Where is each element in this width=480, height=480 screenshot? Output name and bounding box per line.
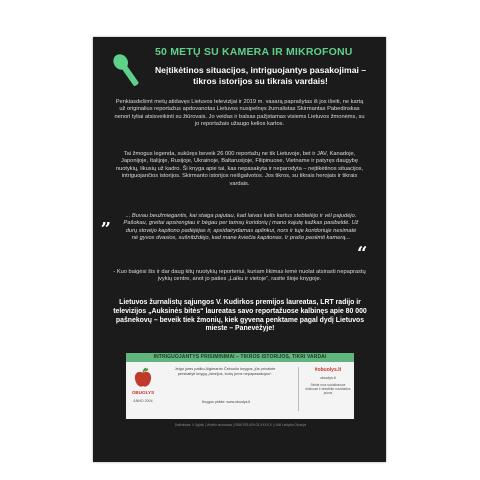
legend-paragraph: Tai žmogus legenda, sukūręs beveik 26 000 reportažų ne tik Lietuvoje, bet ir JAV, Kanadoje, Japonijoje, Italijoje, Rusijoje, Ukrainoje, Baltarusijoje, Filipinuose, Vietname ir patyręs daugybę nuotykių, likusių už kadro. Ši knyga apie tai, kas nepasakyta ir neparodyta – neįtikėtinos situacijos, intriguojančios istorijos. Skirmanto istorijos neišgalvotos. Jos tikros, su tikrais herojais ir tikrais vardais. — [115, 151, 364, 187]
recommendation-text: Jeigu jums patiko Algimanto Čekuolio knygos, jūs privalote perskaityti knygą „Istorijos, kurių jums nepapasakojau“. — [174, 366, 276, 376]
panel-divider — [298, 367, 299, 411]
panel-banner: INTRIGUOJANTYS PRISIMINIMAI – TIKROS ISTORIJOS, TIKRI VARDAI — [126, 353, 354, 362]
award-statement: Lietuvos žurnalistų sąjungos V. Kudirkos premijos laureatas, LRT radijo ir televizijos „Auksinės bitės“ laureatas savo reportažuose kalbinęs apie 80 000 pašnekovų – beveik tiek žmonių, kiek gyvena penktame pagal dydį Lietuvos mieste – Panevėžyje! — [113, 299, 367, 333]
publisher-panel — [126, 353, 354, 419]
apple-logo-icon — [132, 367, 154, 389]
intro-paragraph: Penkiasdešimt metų atidavęs Lietuvos televizijai ir 2019 m. vasarą paprašytas iš jos išeiti, ne kartą už originalius reportažus apdovanotas Lietuvos nusipelnęs žurnalistas Skirmantas Pabedinskas nenori tyliai atsisveikinti su žiūrovais. Jo veidas ir balsas pažįstamas visiems Lietuvos žmonėms, su jo reportažais užaugo kelios kartos. — [114, 99, 365, 128]
open-quote-mark: „ — [101, 209, 112, 230]
social-text: Sekite mus socialiniuose tinkluose ir laimėkite nuostabius prizus — [305, 383, 351, 395]
excerpt-quote: ... Buvau beužmiegantis, kai staiga pajutau, kad laivas kelis kartus stebtelėjo ir vėl pajudėjo. Pašokau, greitai apsirengiau ir bėgau per tamsų koridorių į mano kajutę kažkas pasibeldė. Už durų stovėjo kapitono padėjėjas ir, apsidairydamas aplinkui, nors ir tuje koridoriuje nesimatė nė gyvos dvasios, sušnibždėjo, kad mane kviečia kapitonas. Ir prašo pasiimti kamerą... — [123, 213, 359, 242]
social-column — [304, 367, 352, 395]
closing-paragraph: - Kuo baigėsi šis ir dar daug kitų nuotykių reporteriui, kuriam likimas lemė nuolat atsirasti nepaprastų įvykių centre, anot jo paties „Laiku ir vietoje“, rasite šioje knygoje. — [113, 269, 366, 283]
social-website[interactable]: obuolys.lt — [320, 376, 336, 380]
publisher-url[interactable]: Knygos pirkite: www.obuolys.lt — [201, 400, 251, 404]
microphone-icon — [109, 51, 145, 91]
cover-header — [155, 46, 355, 58]
book-title: 50 METŲ SU KAMERA IR MIKROFONU — [155, 46, 353, 58]
tagline: Neįtikėtinos situacijos, intriguojantys pasakojimai – tikros istorijos su tikrais vardais! — [154, 65, 367, 86]
close-quote-mark: “ — [357, 243, 368, 264]
social-handle: #obuolys.lt — [314, 367, 342, 373]
fine-print: Dailininkas: V. Ilgūtis | Viršelio nuotrauka | ISBN 978-609-03-XXXX-X | UAB Leidykla Obuolys — [174, 423, 307, 427]
publisher-name: OBUOLYS — [131, 390, 155, 395]
book-back-cover — [93, 37, 386, 462]
publisher-established: ANNO 2004 — [133, 399, 153, 403]
